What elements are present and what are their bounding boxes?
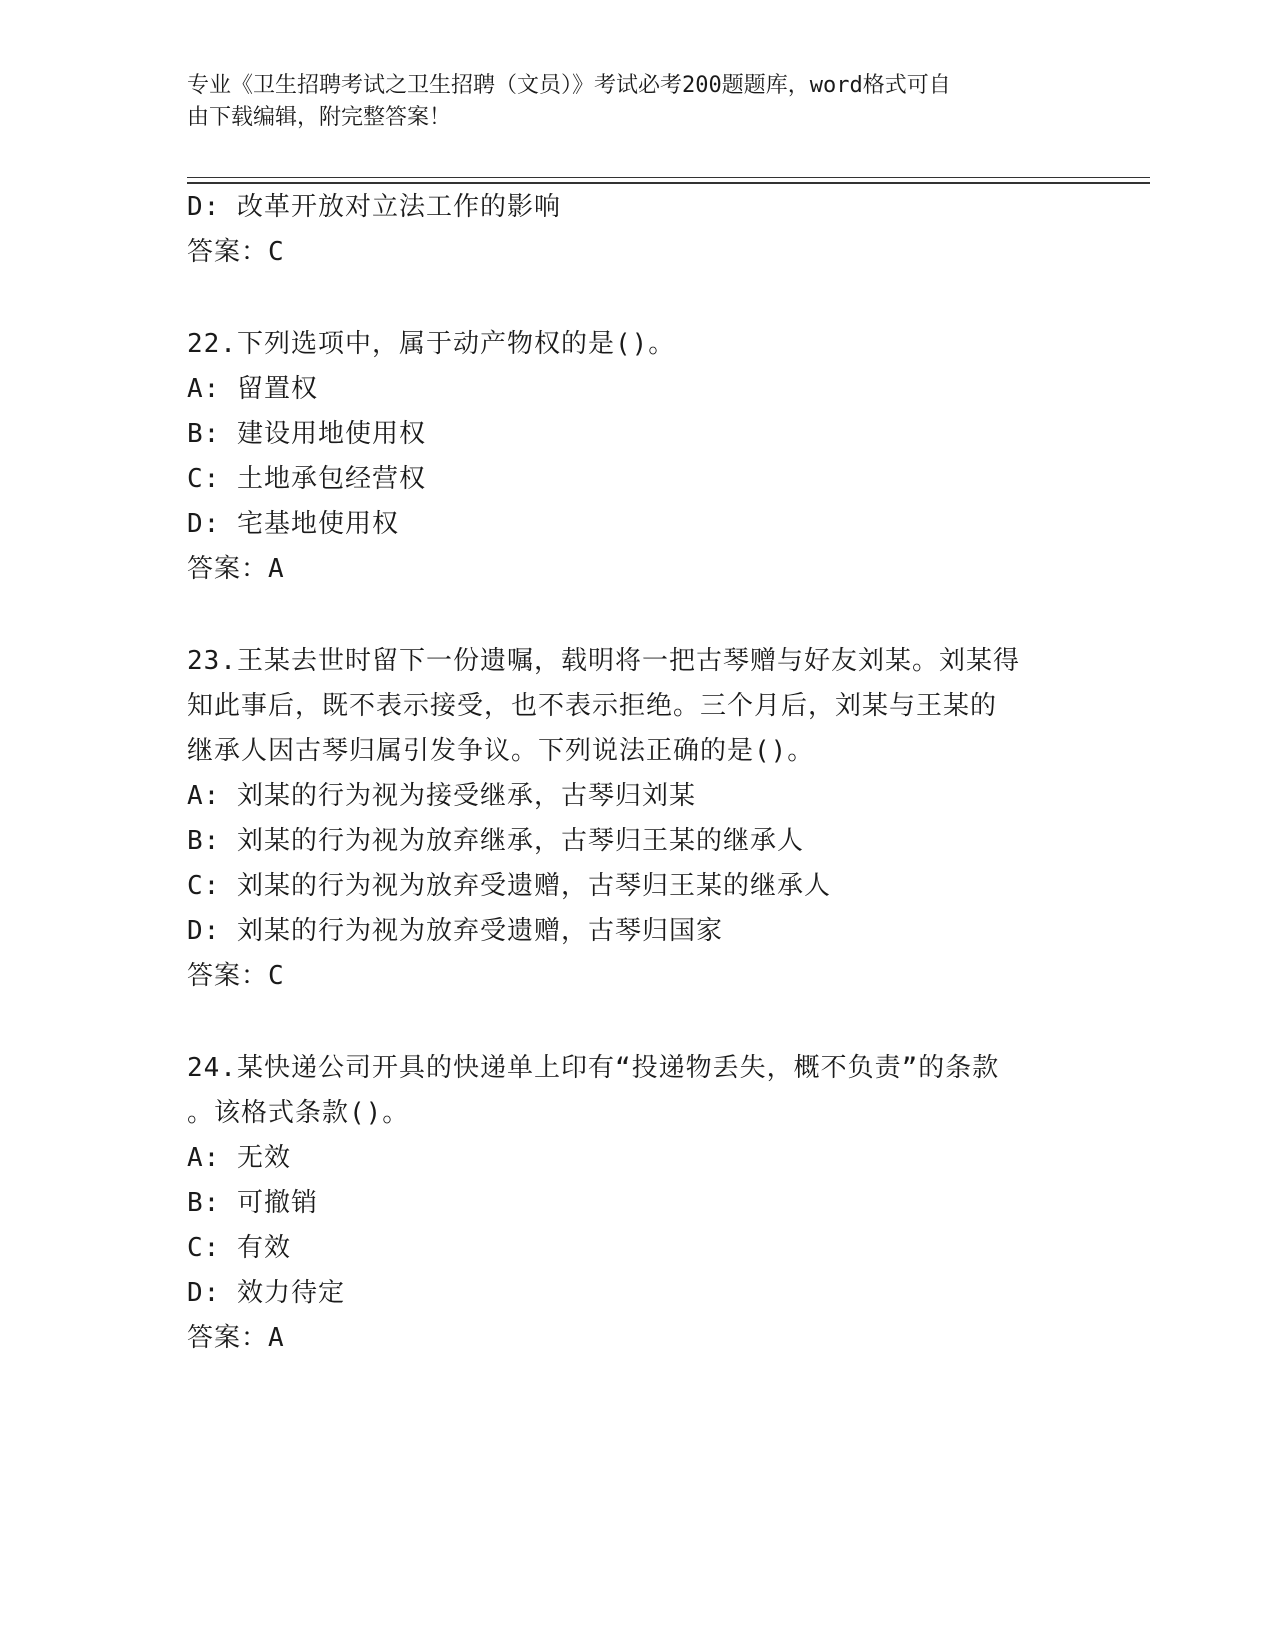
option-d: D: 宅基地使用权: [187, 509, 399, 539]
answer-label: 答案：: [187, 1323, 269, 1353]
answer-line: [187, 954, 1087, 999]
question-stem: 。该格式条款()。: [187, 1098, 410, 1128]
answer-value: A: [268, 1323, 285, 1353]
answer-label: 答案：: [187, 554, 269, 584]
answer-value: A: [268, 554, 285, 584]
answer-line: [187, 1316, 1087, 1361]
answer-label: 答案：: [187, 961, 269, 991]
answer-label: 答案：: [187, 237, 269, 267]
header-line: 由下载编辑，附完整答案！: [187, 105, 452, 130]
option-b: B: 刘某的行为视为放弃继承，古琴归王某的继承人: [187, 826, 804, 856]
question-22: [187, 322, 1087, 592]
header-divider: [187, 177, 1150, 178]
answer-line: [187, 547, 1087, 592]
document-header: [187, 70, 1087, 134]
header-line: 专业《卫生招聘考试之卫生招聘（文员）》考试必考200题题库，word格式可自: [187, 73, 951, 98]
question-stem: 23.王某去世时留下一份遗嘱，载明将一把古琴赠与好友刘某。刘某得: [187, 646, 1020, 676]
question-23: [187, 639, 1087, 999]
option-d: D: 效力待定: [187, 1278, 345, 1308]
question-stem: 22.下列选项中，属于动产物权的是()。: [187, 329, 676, 359]
question-24: [187, 1046, 1087, 1361]
question-stem: 24.某快递公司开具的快递单上印有“投递物丢失，概不负责”的条款: [187, 1053, 1000, 1083]
option-b: B: 可撤销: [187, 1188, 318, 1218]
answer-value: C: [268, 961, 285, 991]
option-a: A: 留置权: [187, 374, 318, 404]
option-b: B: 建设用地使用权: [187, 419, 426, 449]
option-a: A: 无效: [187, 1143, 291, 1173]
option-d: D: 刘某的行为视为放弃受遗赠，古琴归国家: [187, 916, 723, 946]
answer-line: [187, 230, 1087, 275]
option-c: C: 土地承包经营权: [187, 464, 426, 494]
question-stem: 知此事后，既不表示接受，也不表示拒绝。三个月后，刘某与王某的: [187, 691, 998, 721]
question-stem: 继承人因古琴归属引发争议。下列说法正确的是()。: [187, 736, 815, 766]
option-c: C: 有效: [187, 1233, 291, 1263]
option-a: A: 刘某的行为视为接受继承，古琴归刘某: [187, 781, 696, 811]
header-divider: [187, 182, 1150, 184]
answer-value: C: [268, 237, 285, 267]
question-list: [187, 185, 1087, 1361]
option-d: D: 改革开放对立法工作的影响: [187, 192, 561, 222]
option-c: C: 刘某的行为视为放弃受遗赠，古琴归王某的继承人: [187, 871, 831, 901]
